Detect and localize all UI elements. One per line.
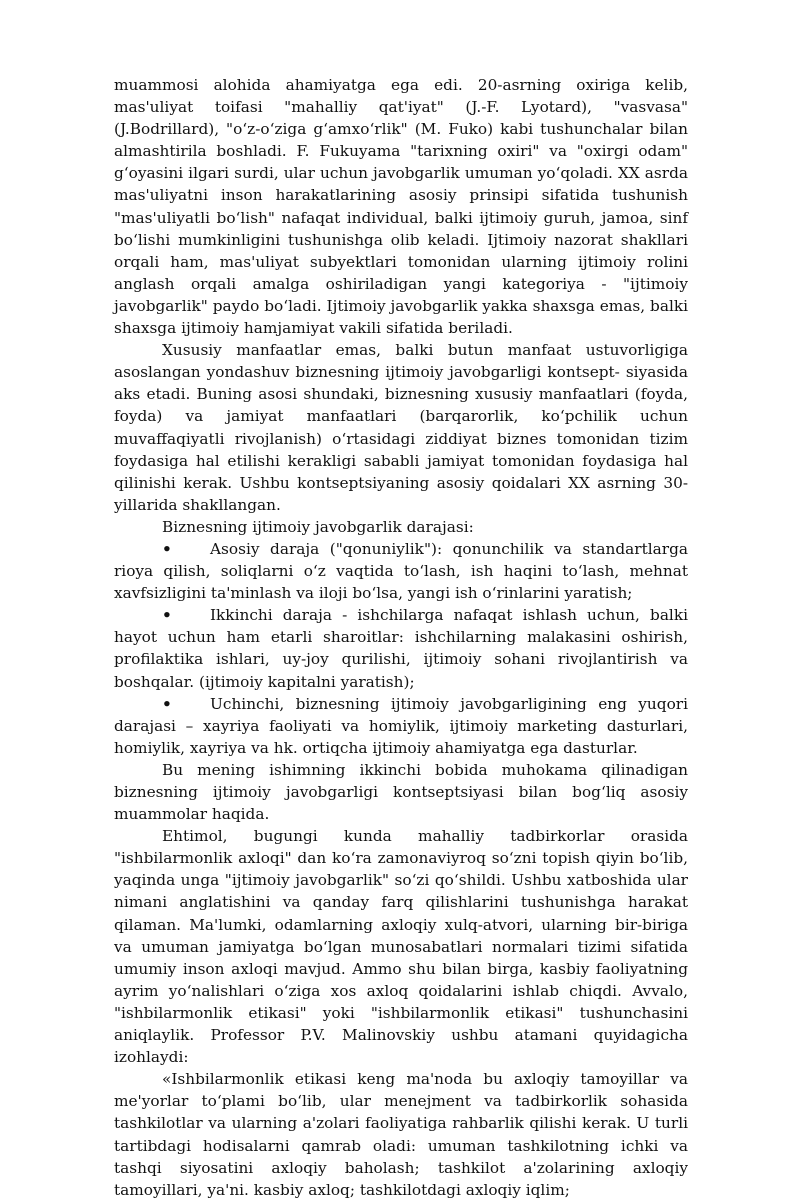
bullet-icon: • — [162, 539, 172, 558]
paragraph-csr-concept: Xususiy manfaatlar emas, balki butun manfaat ustuvorligiga asoslangan yondashuv biznesning ijtimoiy javobgarligi kontsept- siyasida aks etadi. Buning asosi shundaki, biznesning xususiy manfaatlari (foyda, foyda) va jamiyat manfaatlari (barqarorlik, ko‘pchilik uchun muvaffaqiyatli rivojlanish) o‘rtasidagi ziddiyat biznes tomonidan tizim foydasiga hal etilishi kerakligi sababli jamiyat tomonidan foydasiga hal qilinishi kerak. Ushbu kontseptsiyaning asosiy qoidalari XX asrning 30-yillarida shakllangan. — [114, 341, 688, 514]
paragraph-quote: «Ishbilarmonlik etikasi keng ma'noda bu axloqiy tamoyillar va me'yorlar to‘plami bo‘lib, ular menejment va tadbirkorlik sohasida tashkilotlar va ularning a'zolari faoliyatiga rahbarlik qilishi kerak. U turli tartibdagi hodisalarni qamrab oladi: umuman tashkilotning ichki va tashqi siyosatini axloqiy baholash; tashkilot a'zolarining axloqiy tamoyillari, ya'ni. kasbiy axloq; tashkilotdagi axloqiy iqlim; — [114, 1070, 688, 1199]
list-item-text: Uchinchi, biznesning ijtimoiy javobgarligining eng yuqori darajasi – xayriya faoliyati va homiylik, ijtimoiy marketing dasturlari, homiylik, xayriya va hk. ortiqcha ijtimoiy ahamiyatga ega dasturlar. — [114, 694, 688, 757]
list-item-basic-level — [114, 538, 688, 604]
paragraph-business-ethics: Ehtimol, bugungi kunda mahalliy tadbirkorlar orasida "ishbilarmonlik axloqi" dan ko‘ra zamonaviyroq so‘zni topish qiyin bo‘lib, yaqinda unga "ijtimoiy javobgarlik" so‘zi qo‘shildi. Ushbu xatboshida ular nimani anglatishini va qanday farq qilishlarini tushunishga harakat qilaman. Ma'lumki, odamlarning axloqiy xulq-atvori, ularning bir-biriga va umuman jamiyatga bo‘lgan munosabatlari normalari tizimi sifatida umumiy inson axloqi mavjud. Ammo shu bilan birga, kasbiy faoliyatning ayrim yo‘nalishlari o‘ziga xos axloq qoidalarini ishlab chiqdi. Avvalo, "ishbilarmonlik etikasi" yoki "ishbilarmonlik etikasi" tushunchasini aniqlaylik. Professor P.V. Malinovskiy ushbu atamani quyidagicha izohlaydi: — [114, 827, 688, 1067]
list-item-text: Ikkinchi daraja - ishchilarga nafaqat ishlash uchun, balki hayot uchun ham etarli sharoitlar: ishchilarning malakasini oshirish, profilaktika ishlari, uy-joy qurilishi, ijtimoiy sohani rivojlantirish va boshqalar. (ijtimoiy kapitalni yaratish); — [114, 606, 688, 691]
paragraph-continuation: muammosi alohida ahamiyatga ega edi. 20-asrning oxiriga kelib, mas'uliyat toifasi "mahalliy qat'iyat" (J.-F. Lyotard), "vasvasa" (J.Bodrillard), "o‘z-o‘ziga g‘amxo‘rlik" (M. Fuko) kabi tushunchalar bilan almashtirila boshladi. F. Fukuyama "tarixning oxiri" va "oxirgi odam" g‘oyasini ilgari surdi, ular uchun javobgarlik umuman yo‘qoladi. XX asrda mas'uliyatni inson harakatlarining asosiy prinsipi sifatida tushunish "mas'uliyatli bo‘lish" nafaqat individual, balki ijtimoiy guruh, jamoa, sinf bo‘lishi mumkinligini tushunishga olib keladi. Ijtimoiy nazorat shakllari orqali ham, mas'uliyat subyektlari tomonidan ularning ijtimoiy rolini anglash orqali amalga oshiriladigan yangi kategoriya - "ijtimoiy javobgarlik" paydo bo‘ladi. Ijtimoiy javobgarlik yakka shaxsga emas, balki shaxsga ijtimoiy hamjamiyat vakili sifatida beriladi. — [114, 76, 688, 338]
bullet-icon: • — [162, 694, 172, 713]
paragraph-chapter-note: Bu mening ishimning ikkinchi bobida muhokama qilinadigan biznesning ijtimoiy javobgarligi kontseptsiyasi bilan bog‘liq asosiy muammolar haqida. — [114, 760, 688, 824]
document-page — [114, 74, 688, 1201]
bullet-icon: • — [162, 606, 172, 625]
list-item-text: Asosiy daraja ("qonuniylik"): qonunchilik va standartlarga rioya qilish, soliqlarni o‘z vaqtida to‘lash, ish haqini to‘lash, mehnat xavfsizligini ta'minlash va iloji bo‘lsa, yangi ish o‘rinlarini yaratish; — [114, 539, 688, 603]
list-item-second-level — [114, 604, 688, 692]
paragraph-levels-heading: Biznesning ijtimoiy javobgarlik darajasi: — [162, 517, 474, 536]
list-item-third-level — [114, 693, 688, 759]
